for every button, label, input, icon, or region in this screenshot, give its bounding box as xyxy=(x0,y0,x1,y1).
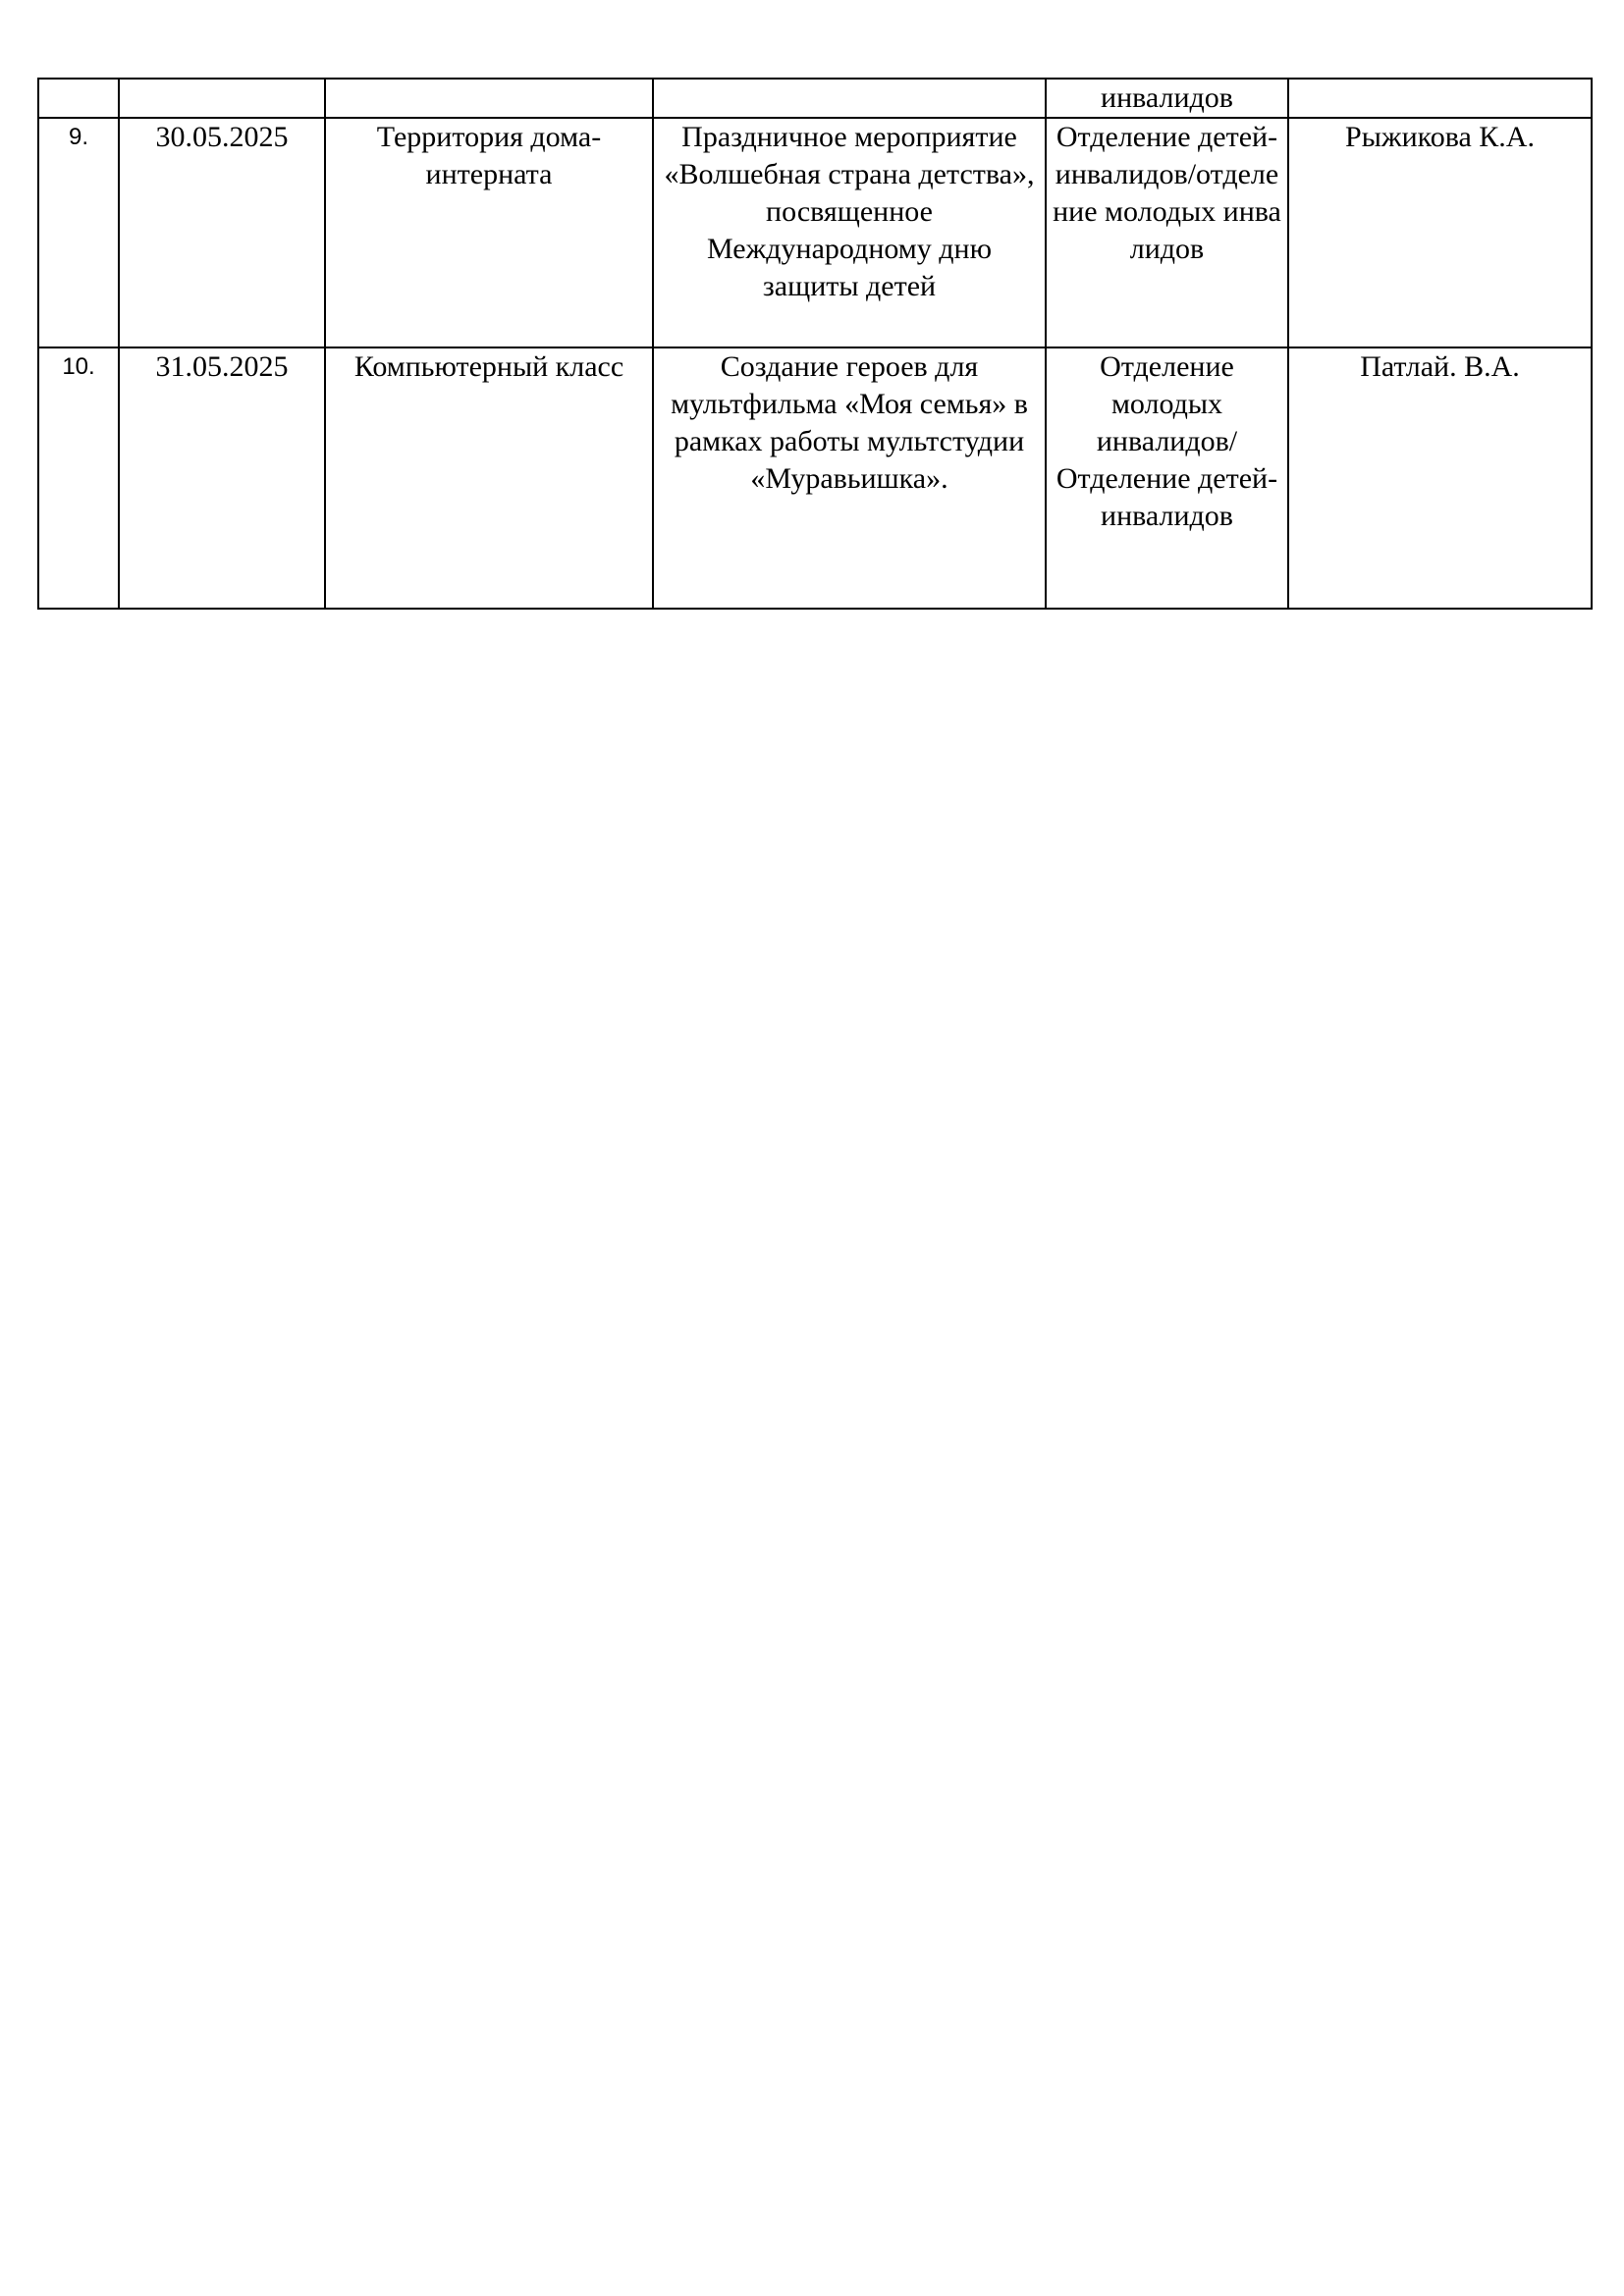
cell-date: 30.05.2025 xyxy=(119,118,325,347)
cell-responsible xyxy=(1288,79,1592,118)
cell-event: Праздничное мероприятие «Волшебная страна детства», посвященное Международному дню защиты детей xyxy=(653,118,1046,347)
cell-responsible: Рыжикова К.А. xyxy=(1288,118,1592,347)
cell-event xyxy=(653,79,1046,118)
cell-number xyxy=(38,79,119,118)
cell-department: Отделение детей-инвалидов/отделение молодых инвалидов xyxy=(1046,118,1288,347)
cell-date xyxy=(119,79,325,118)
cell-department: инвалидов xyxy=(1046,79,1288,118)
cell-number: 10. xyxy=(38,347,119,609)
cell-number: 9. xyxy=(38,118,119,347)
cell-place xyxy=(325,79,653,118)
cell-responsible: Патлай. В.А. xyxy=(1288,347,1592,609)
cell-place: Территория дома-интерната xyxy=(325,118,653,347)
table-row xyxy=(38,118,1592,347)
table-row xyxy=(38,79,1592,118)
events-table xyxy=(37,78,1593,610)
cell-event: Создание героев для мультфильма «Моя семья» в рамках работы мультстудии «Муравьишка». xyxy=(653,347,1046,609)
cell-date: 31.05.2025 xyxy=(119,347,325,609)
cell-place: Компьютерный класс xyxy=(325,347,653,609)
cell-department: Отделение молодых инвалидов/ Отделение детей-инвалидов xyxy=(1046,347,1288,609)
table-row xyxy=(38,347,1592,609)
